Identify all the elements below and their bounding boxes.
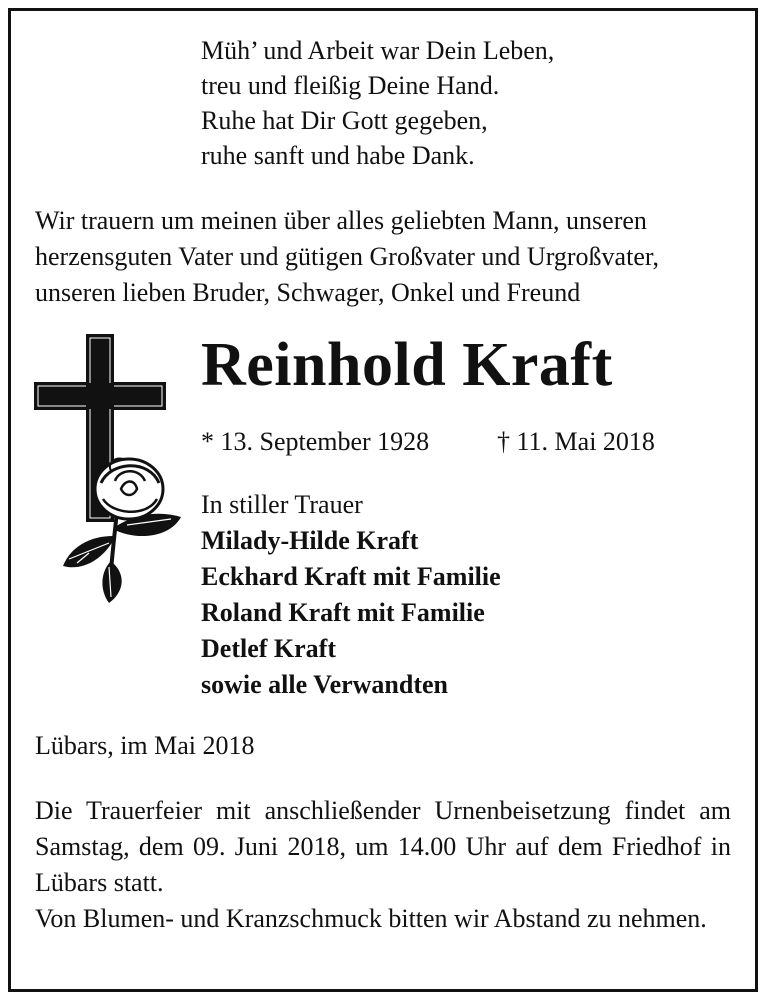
mourners-heading: In stiller Trauer: [201, 490, 363, 519]
service-details: Die Trauerfeier mit anschließender Urnenbeisetzung findet am Samstag, dem 09. Juni 2018, um 14.00 Uhr auf dem Friedhof in Lübars statt.: [35, 796, 731, 897]
mourner-name: Detlef Kraft: [201, 634, 336, 663]
service-info: [35, 793, 731, 937]
mourner-name: sowie alle Verwandten: [201, 670, 448, 699]
intro-line: unseren lieben Bruder, Schwager, Onkel und Freund: [35, 278, 581, 307]
flower-request: Von Blumen- und Kranzschmuck bitten wir Abstand zu nehmen.: [35, 904, 707, 933]
mourners: [201, 487, 501, 703]
intro-line: Wir trauern um meinen über alles geliebten Mann, unseren: [35, 206, 647, 235]
mourner-name: Eckhard Kraft mit Familie: [201, 562, 501, 591]
poem: [201, 33, 554, 173]
mourner-name: Roland Kraft mit Familie: [201, 598, 485, 627]
poem-line: treu und fleißig Deine Hand.: [201, 71, 500, 100]
poem-line: ruhe sanft und habe Dank.: [201, 141, 475, 170]
poem-line: Ruhe hat Dir Gott gegeben,: [201, 106, 488, 135]
poem-line: Müh’ und Arbeit war Dein Leben,: [201, 36, 555, 65]
life-dates: [201, 425, 655, 459]
birth-date: * 13. September 1928: [201, 427, 430, 456]
intro-line: herzensguten Vater und gütigen Großvater und Urgroßvater,: [35, 242, 659, 271]
mourner-name: Milady-Hilde Kraft: [201, 526, 419, 555]
intro-text: [35, 203, 735, 311]
obituary-notice: [8, 8, 758, 992]
death-date: † 11. Mai 2018: [497, 427, 655, 456]
rose-icon: [63, 459, 181, 603]
cross-with-rose-emblem: [31, 331, 187, 611]
place-date: Lübars, im Mai 2018: [35, 731, 255, 760]
deceased-name: Reinhold Kraft: [201, 331, 613, 399]
